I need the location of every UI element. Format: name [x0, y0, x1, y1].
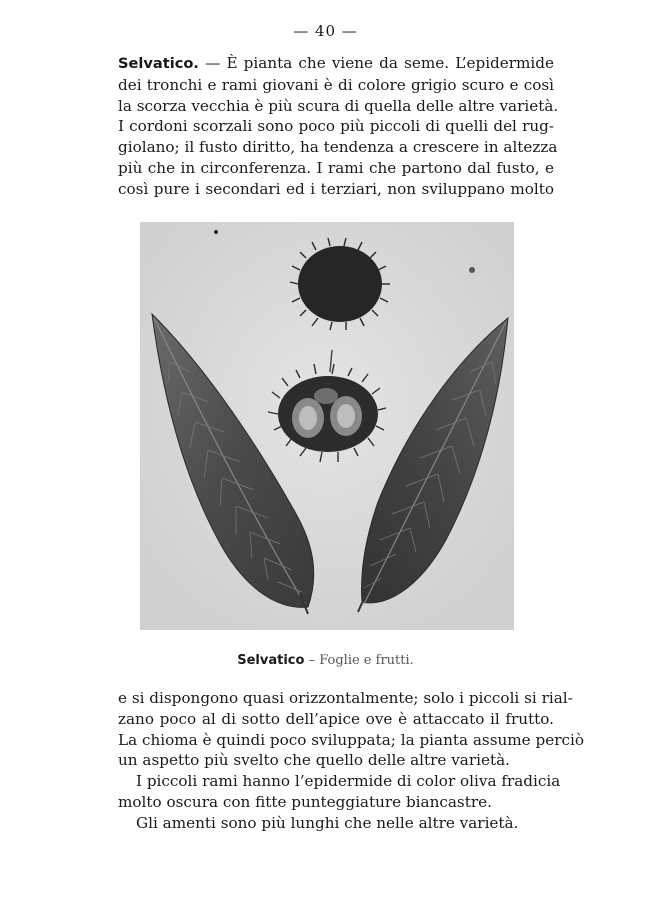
caption-text: – Foglie e frutti. [304, 653, 414, 668]
text-line: Gli amenti sono più lunghi che nelle altre varietà. [136, 813, 519, 832]
figure-leaves-and-fruits [140, 222, 514, 630]
page-number: — 40 — [293, 22, 358, 40]
text-line: la scorza vecchia è più scura di quella delle altre varietà. [118, 96, 559, 115]
text-line: giolano; il fusto diritto, ha tendenza a crescere in altezza [118, 138, 558, 157]
text-line: I cordoni scorzali sono poco più piccoli di quelli del rug- [118, 117, 554, 136]
section-heading: Selvatico. [118, 55, 199, 72]
text-line: Selvatico. — È pianta che viene da seme. L’epidermide [118, 54, 554, 72]
text-line: I piccoli rami hanno l’epidermide di color oliva fradicia [136, 772, 561, 791]
photo-illustration [140, 222, 514, 630]
text-line: molto oscura con fitte punteggiature biancastre. [118, 792, 492, 811]
text-line: più che in circonferenza. I rami che partono dal fusto, e [118, 158, 554, 177]
figure-caption [0, 653, 651, 668]
text-line: La chioma è quindi poco sviluppata; la pianta assume perciò [118, 730, 584, 749]
text-line: un aspetto più svelto che quello delle altre varietà. [118, 751, 510, 770]
text-line: così pure i secondari ed i terziari, non sviluppano molto [118, 179, 554, 198]
text-line: e si dispongono quasi orizzontalmente; solo i piccoli si rial- [118, 689, 573, 707]
paragraph-intro [118, 53, 559, 200]
paragraph-continuation [118, 688, 584, 834]
caption-title: Selvatico [237, 653, 305, 668]
text-line: dei tronchi e rami giovani è di colore grigio scuro e così [118, 75, 554, 94]
text-line: zano poco al di sotto dell’apice ove è attaccato il frutto. [118, 709, 554, 728]
